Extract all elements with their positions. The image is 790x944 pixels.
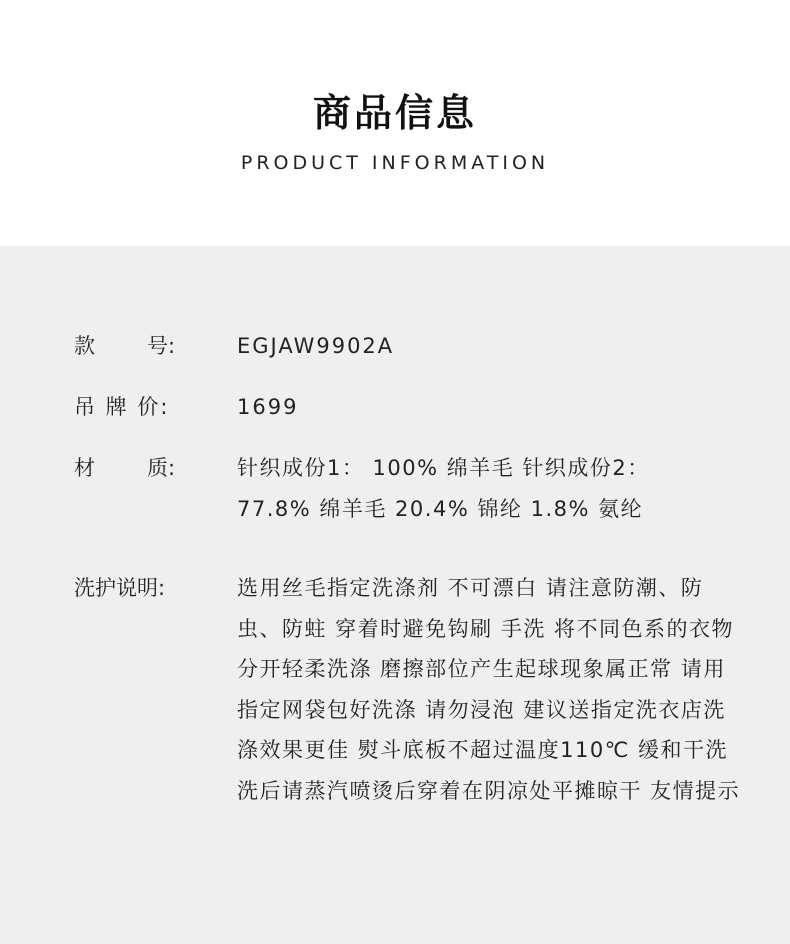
material-label-a: 材 <box>74 456 95 480</box>
style-number-label <box>74 326 175 366</box>
info-section <box>0 246 790 944</box>
care-label: 洗护说明: <box>74 576 166 600</box>
material-label <box>74 448 175 488</box>
material-label-b: 质: <box>147 456 176 480</box>
material-value: 针织成份1： 100% 绵羊毛 针织成份2：77.8% 绵羊毛 20.4% 锦纶 1.8% 氨纶 <box>237 456 650 521</box>
tag-price-label: 吊 牌 价: <box>74 395 170 419</box>
style-number-label-b: 号: <box>147 334 176 358</box>
care-value: 选用丝毛指定洗涤剂 不可漂白 请注意防潮、防虫、防蛀 穿着时避免钩刷 手洗 将不同色系的衣物分开轻柔洗涤 磨擦部位产生起球现象属正常 请用指定网袋包好洗涤 请勿浸泡 建议送指定洗衣店洗涤效果更佳 熨斗底板不超过温度110℃ 缓和干洗 洗后请蒸汽喷烫后穿着在阴凉处平摊晾干 友情提示 <box>237 576 741 803</box>
style-number-value: EGJAW9902A <box>237 334 395 358</box>
page-subtitle: PRODUCT INFORMATION <box>240 152 550 174</box>
style-number-label-a: 款 <box>74 334 95 358</box>
header-section <box>0 0 790 246</box>
page-title: 商品信息 <box>312 91 477 135</box>
tag-price-value: 1699 <box>237 395 299 419</box>
